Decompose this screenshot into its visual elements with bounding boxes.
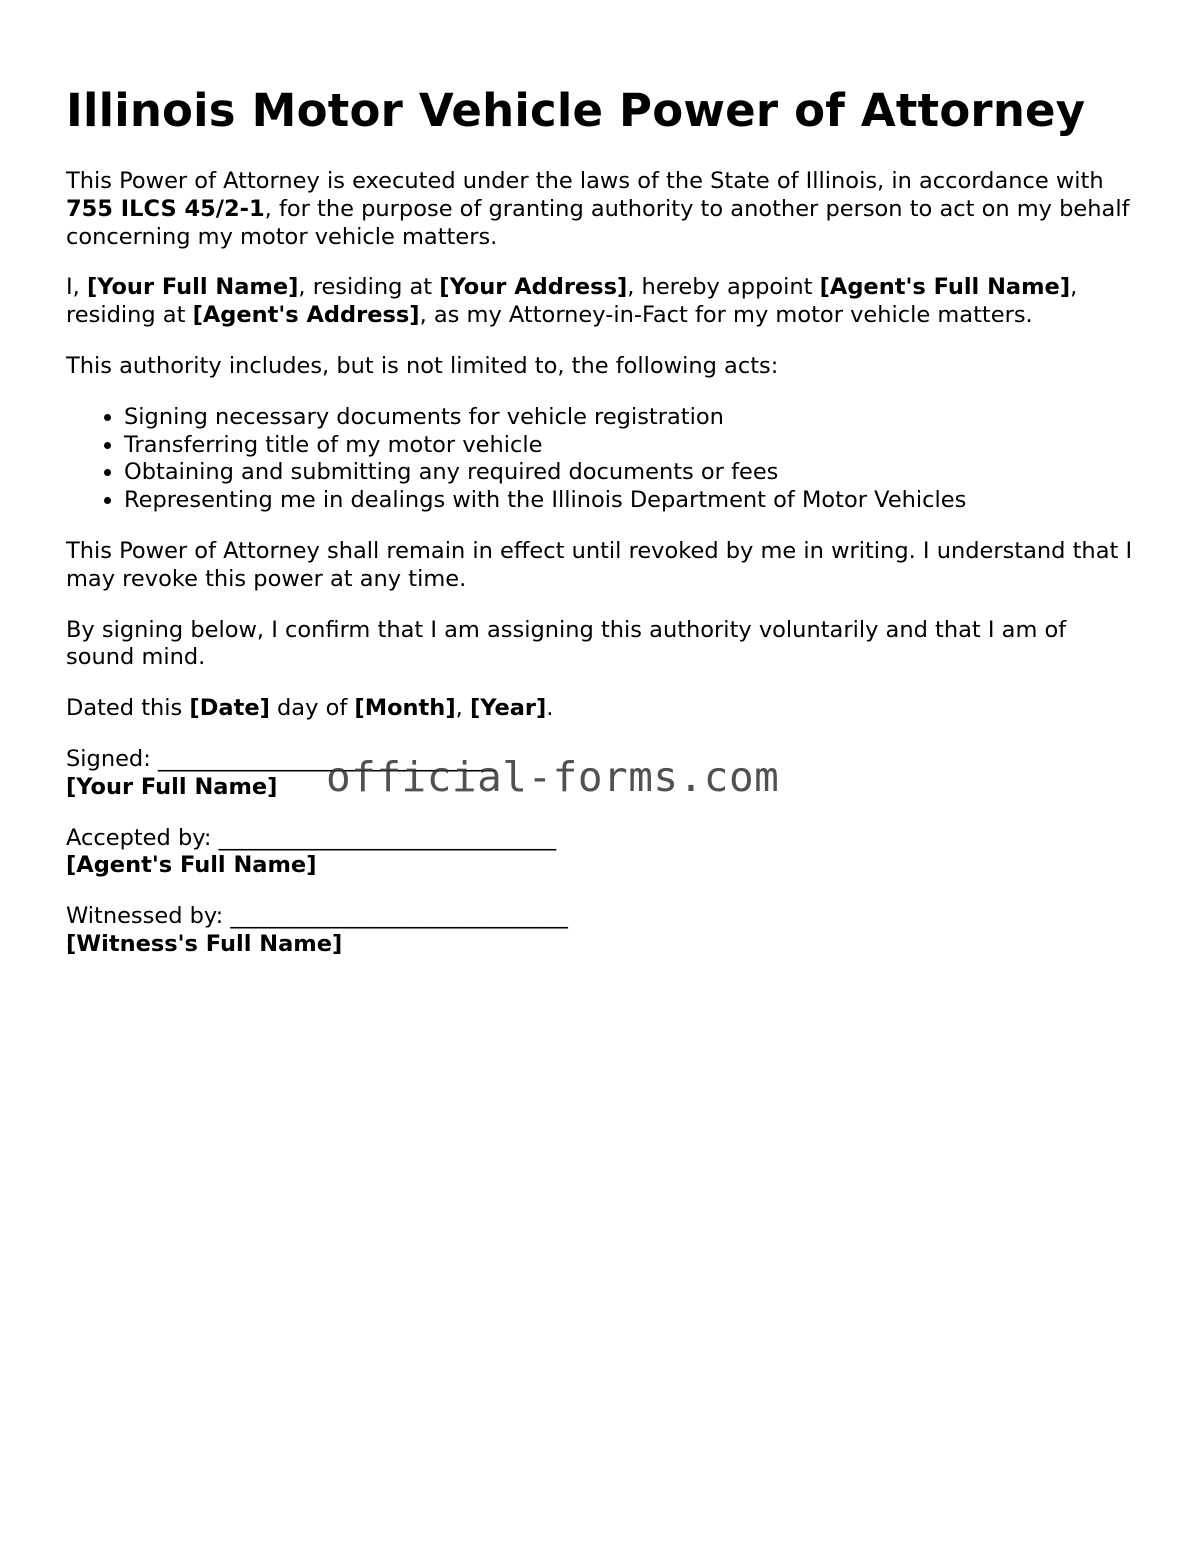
month-placeholder: [Month] bbox=[354, 695, 456, 722]
date-placeholder: [Date] bbox=[189, 695, 270, 722]
watermark: official-forms.com bbox=[326, 753, 780, 801]
list-item: • Representing me in dealings with the Illinois Department of Motor Vehicles bbox=[124, 487, 1136, 515]
accepted-line[interactable]: Accepted by: ______________________________ bbox=[66, 824, 557, 851]
list-item: • Signing necessary documents for vehicle registration bbox=[124, 404, 1136, 432]
authority-intro: This authority includes, but is not limited to, the following acts: bbox=[66, 352, 779, 379]
statute-reference: 755 ILCS 45/2-1 bbox=[66, 195, 265, 222]
document-page bbox=[66, 82, 1136, 982]
list-item: • Obtaining and submitting any required documents or fees bbox=[124, 459, 1136, 487]
intro-text-pre: This Power of Attorney is executed under the laws of the State of Illinois, in accordance with bbox=[66, 168, 1104, 194]
confirmation-paragraph: By signing below, I confirm that I am assigning this authority voluntarily and that I am of sound mind. bbox=[66, 616, 1067, 671]
principal-address-placeholder: [Your Address] bbox=[439, 274, 628, 301]
dated-line bbox=[66, 695, 1136, 723]
principal-name-placeholder: [Your Full Name] bbox=[86, 274, 299, 301]
dated-text: day of bbox=[269, 695, 355, 722]
acts-list bbox=[66, 404, 1136, 515]
witnessed-block bbox=[66, 903, 1136, 959]
agent-name-placeholder: [Agent's Full Name] bbox=[819, 274, 1071, 301]
signed-line[interactable]: Signed: ______________________________ bbox=[66, 745, 496, 772]
duration-paragraph: This Power of Attorney shall remain in effect until revoked by me in writing. I understand that I may revoke this power at any time. bbox=[66, 537, 1133, 592]
intro-paragraph bbox=[66, 168, 1136, 251]
appointment-paragraph bbox=[66, 274, 1136, 330]
appointment-text: , residing at bbox=[298, 274, 440, 301]
agent-address-placeholder: [Agent's Address] bbox=[192, 302, 420, 329]
witnessed-name-placeholder: [Witness's Full Name] bbox=[66, 930, 343, 957]
signed-name-placeholder: [Your Full Name] bbox=[66, 773, 278, 800]
appointment-text: , residing at bbox=[66, 274, 1078, 329]
dated-text: Dated this bbox=[66, 695, 190, 722]
year-placeholder: [Year] bbox=[469, 695, 547, 722]
accepted-name-placeholder: [Agent's Full Name] bbox=[66, 852, 317, 879]
document-title: Illinois Motor Vehicle Power of Attorney bbox=[66, 84, 1086, 137]
appointment-text: , as my Attorney-in-Fact for my motor vehicle matters. bbox=[419, 302, 1033, 329]
intro-text-post: , for the purpose of granting authority to another person to act on my behalf concerning my motor vehicle matters. bbox=[66, 195, 1130, 250]
witnessed-line[interactable]: Witnessed by: ______________________________ bbox=[66, 903, 568, 930]
appointment-text: , hereby appoint bbox=[627, 274, 820, 301]
list-item: • Transferring title of my motor vehicle bbox=[124, 432, 1136, 460]
accepted-block bbox=[66, 825, 1136, 881]
dated-text: . bbox=[546, 695, 554, 722]
dated-text: , bbox=[455, 695, 470, 722]
appointment-text: I, bbox=[66, 274, 87, 301]
